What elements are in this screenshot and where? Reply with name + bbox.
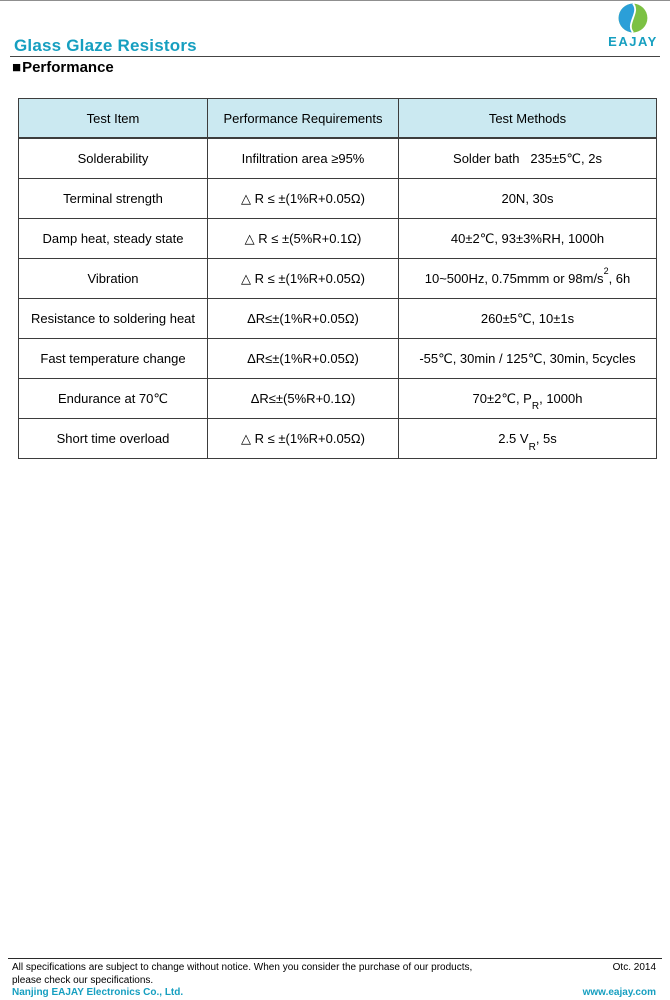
cell-test-item: Solderability xyxy=(19,138,208,179)
performance-table xyxy=(18,98,657,459)
cell-method: 260±5℃, 10±1s xyxy=(399,299,657,339)
footer-date: Otc. 2014 xyxy=(612,962,656,973)
method-text: , 1000h xyxy=(539,390,583,406)
footer-disclaimer xyxy=(12,962,492,987)
cell-requirement: △ R ≤ ±(1%R+0.05Ω) xyxy=(208,419,399,459)
method-text: , 5s xyxy=(535,431,557,446)
footer-rule xyxy=(8,958,662,959)
cell-test-item: Short time overload xyxy=(19,419,208,459)
cell-test-item: Terminal strength xyxy=(19,179,208,219)
column-header-performance-requirements: Performance Requirements xyxy=(208,99,399,139)
cell-requirement: △ R ≤ ±(1%R+0.05Ω) xyxy=(208,259,399,299)
table-row xyxy=(19,379,657,419)
cell-requirement: ΔR≤±(1%R+0.05Ω) xyxy=(208,299,399,339)
method-superscript: 2 xyxy=(603,265,609,276)
cell-method: 40±2℃, 93±3%RH, 1000h xyxy=(399,219,657,259)
section-bullet-square: ■ xyxy=(12,59,22,76)
cell-test-item: Damp heat, steady state xyxy=(19,219,208,259)
cell-method: -55℃, 30min / 125℃, 30min, 5cycles xyxy=(399,339,657,379)
cell-method: Solder bath 235±5℃, 2s xyxy=(399,138,657,179)
cell-requirement: ΔR≤±(1%R+0.05Ω) xyxy=(208,339,399,379)
table-row xyxy=(19,419,657,459)
logo-leaf-icon xyxy=(618,3,648,33)
column-header-test-methods: Test Methods xyxy=(399,99,657,139)
cell-method xyxy=(399,419,657,459)
cell-test-item: Resistance to soldering heat xyxy=(19,299,208,339)
cell-method: 20N, 30s xyxy=(399,179,657,219)
table-header-row xyxy=(19,99,657,139)
cell-requirement: △ R ≤ ±(1%R+0.05Ω) xyxy=(208,179,399,219)
cell-requirement: Infiltration area ≥95% xyxy=(208,138,399,179)
method-subscript: R xyxy=(528,441,536,453)
cell-requirement: △ R ≤ ±(5%R+0.1Ω) xyxy=(208,219,399,259)
table-row xyxy=(19,138,657,179)
table-row xyxy=(19,259,657,299)
page-title: Glass Glaze Resistors xyxy=(14,36,197,55)
logo-text: EAJAY xyxy=(608,34,658,49)
cell-test-item: Fast temperature change xyxy=(19,339,208,379)
footer-disclaimer-line2: please check our specifications. xyxy=(12,974,154,986)
footer-disclaimer-line1: All specifications are subject to change without notice. When you consider the purchase of our products, xyxy=(12,962,473,973)
table-row xyxy=(19,219,657,259)
method-text: 2.5 V xyxy=(498,431,529,446)
footer-company-name: Nanjing EAJAY Electronics Co., Ltd. xyxy=(12,987,184,998)
section-heading-label: Performance xyxy=(22,59,114,76)
page-top-rule xyxy=(0,0,670,1)
cell-method xyxy=(399,259,657,299)
method-text: 70±2℃, P xyxy=(472,390,532,406)
cell-method xyxy=(399,379,657,419)
title-underline-rule xyxy=(10,56,660,57)
table-row xyxy=(19,339,657,379)
method-subscript: R xyxy=(531,401,540,413)
footer-website: www.eajay.com xyxy=(582,987,656,998)
company-logo xyxy=(608,3,658,49)
table-row xyxy=(19,299,657,339)
table-row xyxy=(19,179,657,219)
method-text: , 6h xyxy=(608,271,631,286)
column-header-test-item: Test Item xyxy=(19,99,208,139)
method-text: 10~500Hz, 0.75mmm or 98m/s xyxy=(424,271,604,286)
cell-requirement: ΔR≤±(5%R+0.1Ω) xyxy=(208,379,399,419)
cell-test-item: Endurance at 70℃ xyxy=(19,379,208,419)
section-heading xyxy=(12,59,114,76)
cell-test-item: Vibration xyxy=(19,259,208,299)
